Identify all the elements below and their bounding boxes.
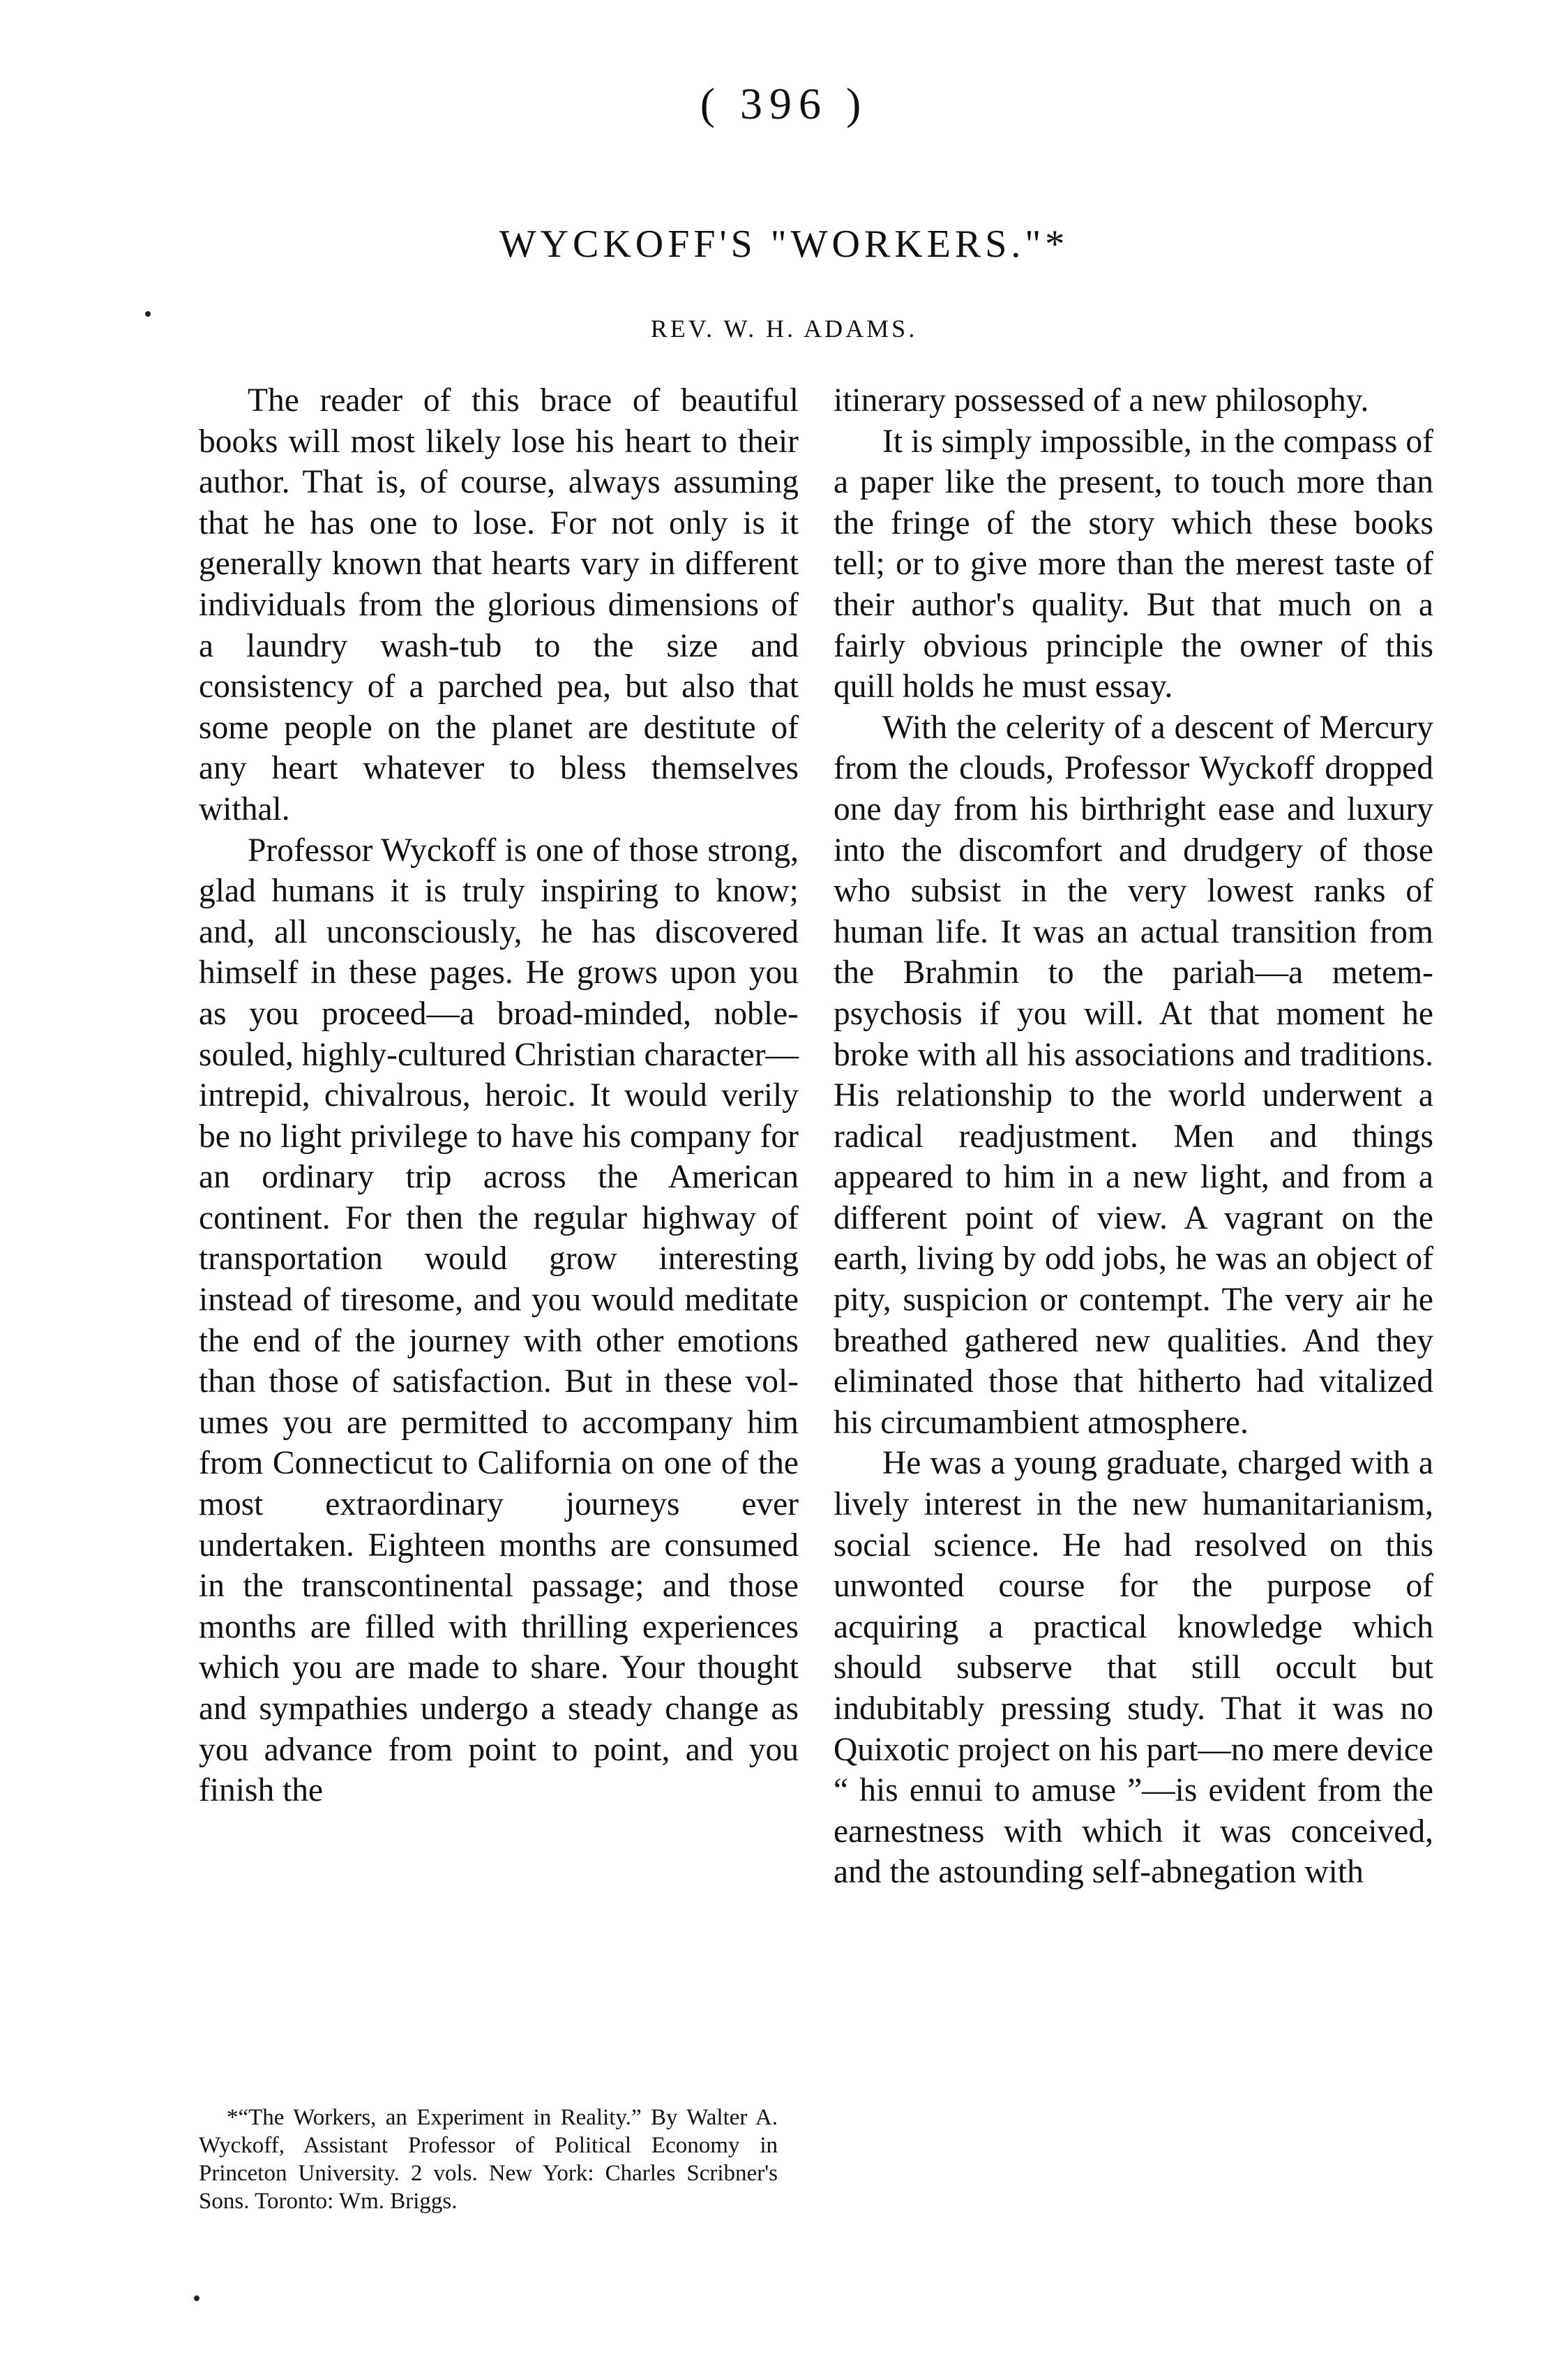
page-number: ( 396 ) [700, 79, 868, 128]
left-text-column [199, 380, 799, 1811]
right-text-column [834, 380, 1433, 1893]
paragraph: The reader of this brace of beautiful books will most likely lose his heart to their author. That is, of course, always assuming that he has one to lose. For not only is it generally known that hearts vary in different individuals from the glorious dimensions of a laundry wash-tub to the size and consistency of a parched pea, but also that some people on the planet are destitute of any heart whatever to bless themselves withal. [199, 382, 799, 827]
paragraph: Professor Wyckoff is one of those strong, glad humans it is truly inspiring to know; and, all unconsciously, he has discovered himself in these pages. He grows upon you as you proceed—a broad-minded, noble-souled, highly-cultured Christian character—intrepid, chivalrous, heroic. It would verily be no light privilege to have his company for an ordinary trip across the American continent. For then the regular highway of transportation would grow interesting instead of tiresome, and you would meditate the end of the journey with other emotions than those of satisfaction. But in these volumes you are permitted to accompany him from Connecticut to California on one of the most extraordinary journeys ever undertaken. Eighteen months are consumed in the transcontinental passage; and those months are filled with thrilling experiences which you are made to share. Your thought and sympathies undergo a steady change as you advance from point to point, and you finish the [199, 832, 799, 1809]
scan-speck [145, 311, 151, 317]
paragraph: He was a young graduate, charged with a lively interest in the new humanitarianism, social science. He had resolved on this unwonted course for the purpose of acquiring a practical knowledge which should subserve that still occult but indubitably pressing study. That it was no Quixotic project on his part—no mere device “ his ennui to amuse ”—is evident from the earnestness with which it was conceived, and the astounding self-abnegation with [834, 1445, 1434, 1891]
footnote: *“The Workers, an Experiment in Reality.” By Walter A. Wyckoff, Assistant Professor of Political Economy in Princeton University. 2 vols. New York: Charles Scribner's Sons. Toronto: Wm. Briggs. [199, 2105, 778, 2214]
paragraph: It is simply impossible, in the compass of a paper like the present, to touch more than the fringe of the story which these books tell; or to give more than the merest taste of their author's quality. But that much on a fairly obvious principle the owner of this quill holds he must essay. [834, 423, 1433, 705]
article-title: WYCKOFF'S "WORKERS."* [499, 223, 1069, 266]
paragraph-continued: itinerary possessed of a new philosophy. [834, 382, 1369, 419]
scan-speck [194, 2295, 199, 2301]
author-byline: REV. W. H. ADAMS. [650, 315, 918, 343]
paragraph: With the celerity of a descent of Mercury from the clouds, Professor Wyckoff dropped one day from his birthright ease and luxury into the discomfort and drudgery of those who subsist in the very lowest ranks of human life. It was an actual transition from the Brahmin to the pariah—a metempsychosis if you will. At that moment he broke with all his associations and traditions. His relationship to the world underwent a radical readjustment. Men and things appeared to him in a new light, and from a different point of view. A vagrant on the earth, living by odd jobs, he was an object of pity, suspicion or contempt. The very air he breathed gathered new qualities. And they eliminated those that hitherto had vitalized his circumambient atmosphere. [834, 709, 1433, 1441]
